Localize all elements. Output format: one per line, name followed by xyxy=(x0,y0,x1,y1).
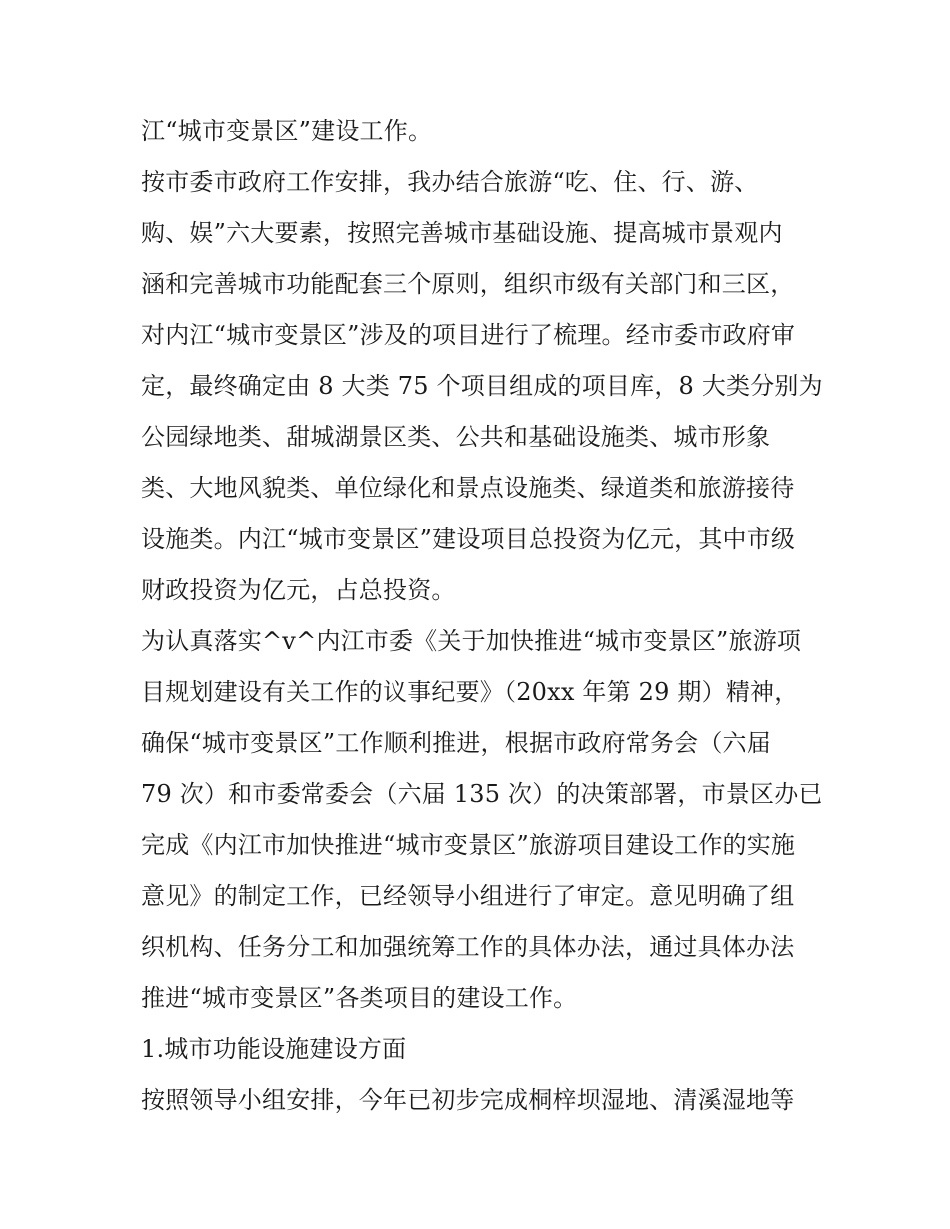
text-line: 完成《内江市加快推进“城市变景区”旅游项目建设工作的实施 xyxy=(141,831,796,859)
text-line: 设施类。内江“城市变景区”建设项目总投资为亿元，其中市级 xyxy=(141,525,796,553)
text-line: 公园绿地类、甜城湖景区类、公共和基础设施类、城市形象 xyxy=(141,423,771,451)
text-line: 推进“城市变景区”各类项目的建设工作。 xyxy=(141,984,578,1012)
text-line: 确保“城市变景区”工作顺利推进，根据市政府常务会（六届 xyxy=(141,729,771,757)
text-line: 织机构、任务分工和加强统筹工作的具体办法，通过具体办法 xyxy=(141,933,795,961)
text-line: 定，最终确定由 8 大类 75 个项目组成的项目库，8 大类分别为 xyxy=(141,372,823,400)
text-line: 对内江“城市变景区”涉及的项目进行了梳理。经市委市政府审 xyxy=(141,321,796,349)
text-line: 购、娱”六大要素，按照完善城市基础设施、提高城市景观内 xyxy=(141,219,783,247)
text-line: 目规划建设有关工作的议事纪要》（20xx 年第 29 期）精神， xyxy=(141,678,799,706)
text-line: 按照领导小组安排，今年已初步完成桐梓坝湿地、清溪湿地等 xyxy=(141,1086,795,1114)
text-line: 按市委市政府工作安排，我办结合旅游“吃、住、行、游、 xyxy=(141,168,759,196)
section-heading: 1.城市功能设施建设方面 xyxy=(141,1035,407,1063)
text-line: 类、大地风貌类、单位绿化和景点设施类、绿道类和旅游接待 xyxy=(141,474,795,502)
text-line: 涵和完善城市功能配套三个原则，组织市级有关部门和三区， xyxy=(141,270,795,298)
text-line: 79 次）和市委常委会（六届 135 次）的决策部署，市景区办已 xyxy=(141,780,823,808)
text-line: 财政投资为亿元，占总投资。 xyxy=(141,576,456,604)
text-line: 江“城市变景区”建设工作。 xyxy=(141,117,433,145)
text-line: 意见》的制定工作，已经领导小组进行了审定。意见明确了组 xyxy=(141,882,795,910)
text-line: 为认真落实^v^内江市委《关于加快推进“城市变景区”旅游项 xyxy=(141,627,802,655)
document-body xyxy=(141,106,821,1126)
